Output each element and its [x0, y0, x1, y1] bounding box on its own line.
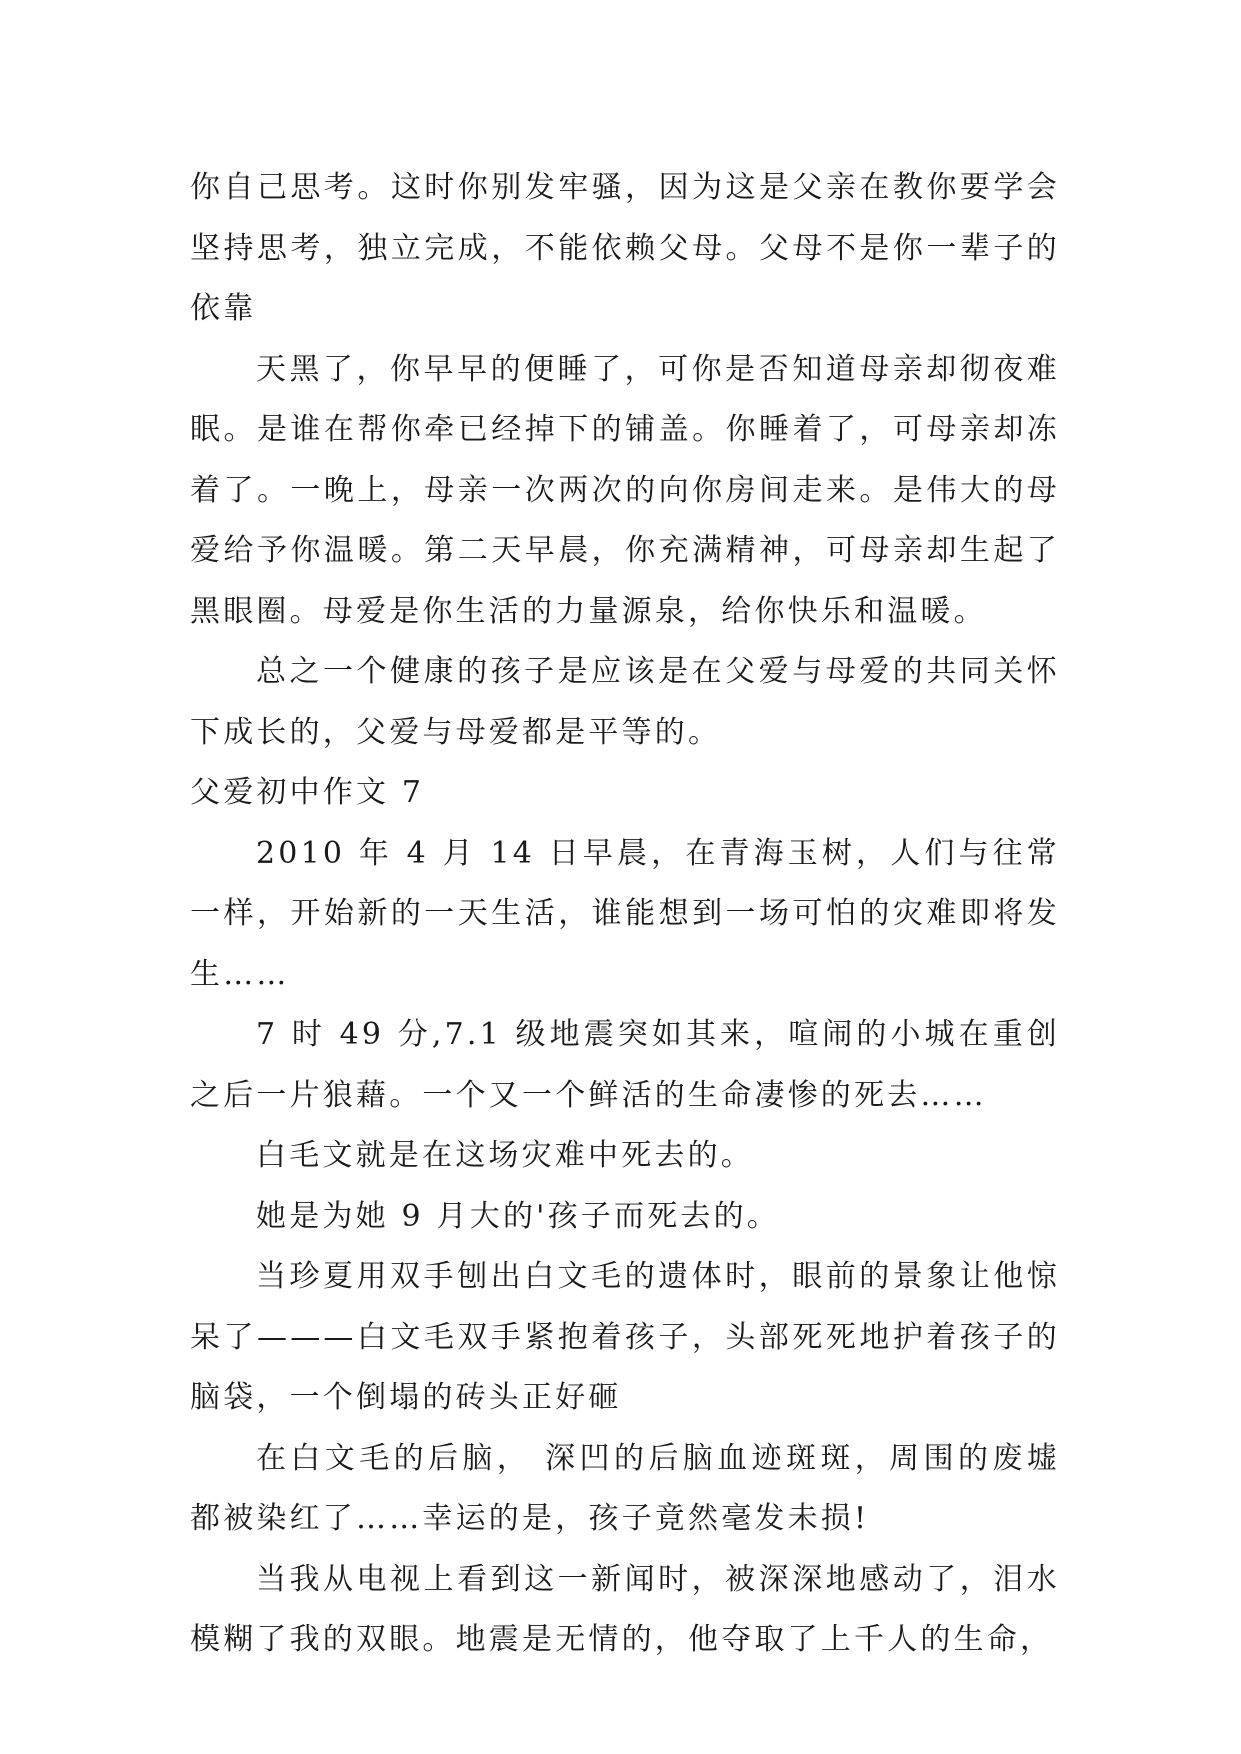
paragraph: 当我从电视上看到这一新闻时，被深深地感动了，泪水模糊了我的双眼。地震是无情的，他夺取了上千人的生命，	[190, 1561, 1060, 1657]
paragraph: 总之一个健康的孩子是应该是在父爱与母爱的共同关怀下成长的，父爱与母爱都是平等的。	[190, 654, 1060, 750]
paragraph: 7 时 49 分,7.1 级地震突如其来，喧闹的小城在重创之后一片狼藉。一个又一个鲜活的生命凄惨的死去……	[190, 1017, 1060, 1113]
paragraph: 你自己思考。这时你别发牢骚，因为这是父亲在教你要学会坚持思考，独立完成，不能依赖父母。父母不是你一辈子的依靠	[190, 170, 1060, 326]
paragraph: 在白文毛的后脑， 深凹的后脑血迹斑斑，周围的废墟都被染红了……幸运的是，孩子竟然毫发未损!	[190, 1440, 1060, 1536]
section-heading: 父爱初中作文 7	[190, 775, 425, 810]
paragraph: 2010 年 4 月 14 日早晨，在青海玉树，人们与往常一样，开始新的一天生活，谁能想到一场可怕的灾难即将发生……	[190, 835, 1060, 992]
paragraph: 当珍夏用双手刨出白文毛的遗体时，眼前的景象让他惊呆了———白文毛双手紧抱着孩子，头部死死地护着孩子的脑袋，一个倒塌的砖头正好砸	[190, 1259, 1060, 1415]
paragraph: 她是为她 9 月大的'孩子而死去的。	[256, 1198, 781, 1234]
document-body	[190, 158, 1060, 1671]
paragraph: 白毛文就是在这场灾难中死去的。	[256, 1138, 754, 1173]
paragraph: 天黑了，你早早的便睡了，可你是否知道母亲却彻夜难眠。是谁在帮你牵已经掉下的铺盖。你睡着了，可母亲却冻着了。一晚上，母亲一次两次的向你房间走来。是伟大的母爱给予你温暖。第二天早晨，你充满精神，可母亲却生起了黑眼圈。母爱是你生活的力量源泉，给你快乐和温暖。	[190, 351, 1060, 629]
